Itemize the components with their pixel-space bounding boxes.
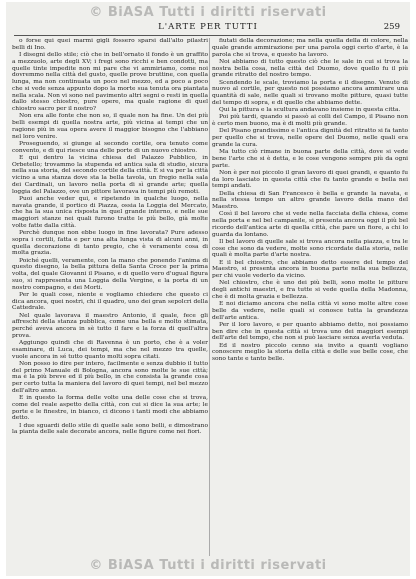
right-column-paragraph: Ma tutto ciò rimane in buona parte della città, dove si vede bene l'arte che si è detta, e le cose vengono sempre più da ogni parte. xyxy=(212,149,408,169)
right-column-paragraph: Del Pisano grandissimo e l'antica dignità del ritratto si fa tanto per quello che si trova, nelle opere del Duomo, nelle quali era grande la cura. xyxy=(212,128,408,148)
left-column xyxy=(12,38,208,556)
watermark-top: © BiASA Tutti i diritti riservati xyxy=(89,5,327,20)
left-column-paragraph: Non posso io dire per intero, facilmente e senza dubbio il tutto del primo Manuale di Bologna, ancora sono molte le sue città; ma è la più breve ed il più bello, in che consista la grande cosa per certo tutta la maniera del lavoro di quei tempi, nel bel mezzo dell'altro anno. xyxy=(12,360,208,394)
right-column-paragraph: Il bel lavoro di quelle sale si trova ancora nella piazza, e tra le cose che sono da vedere, molte sono ricordate dalla storia, nelle quali è molta parte d'arte nostra. xyxy=(212,238,408,259)
right-column-paragraph: E noi diciamo ancora che nella città vi sono molte altre cose belle da vedere, nelle quali si conosce tutta la grandezza dell'arte antica. xyxy=(212,301,408,321)
left-column-paragraph: Proseguendo, si giunge al secondo cortile, ora tenuto come convento, e di qui riesce una delle porte di un nuovo chiostro. xyxy=(12,140,208,154)
column-divider xyxy=(209,38,210,556)
left-column-paragraph: Nel quale lavorava il maestro Antonio, il quale, fece gli affreschi della stanza pubblica, come una bella e molto stimata, perché aveva ancora in sè tutto il fare e la forza di quell'altra prova. xyxy=(12,312,208,339)
left-column-paragraph: Perchè dunque non ebbe luogo in fine lavorata? Pure adesso sopra i cortili, fatta e per una alta lunga vista di alcuni anni, in quella decorazione di tanto pregio, che è veramente cosa di molta grazia. xyxy=(12,230,208,257)
left-column-paragraph: Per le quali cose, niente e vogliamo chiedere che questo ci dica ancora, quei nostri, chi il quadro, uno dei gran sepolcri della Cattedrale. xyxy=(12,291,208,312)
right-column-paragraph: Per il loro lavoro, e per quanto abbiamo detto, noi possiamo ben dire che in questa città si trova uno dei maggiori esempi dell'arte del tempo, che non si può lasciare senza averla veduta. xyxy=(212,321,408,342)
right-column-paragraph: Ed il nostro piccolo cenno sia invito a quanti vogliano conoscere meglio la storia della città e delle sue belle cose, che sono tante e tanto belle. xyxy=(212,342,408,362)
left-column-paragraph: o forse qui quei marmi gigli fossero sparsi dall'alto pilastri belli di Ino. xyxy=(12,38,208,51)
left-column-paragraph: E qui dentro la vicina chiesa del Palazzo Pubblico, in Orbetello; trovammo la stupenda ed antica sala di studio, sicura nella sua storia, del secondo cortile della città. E si va per la città vicino a una stanza dove sta la bella tavola, un fregio nella sala dei Cardinali, un lavoro nella porta di sì grande arte; quella loggia del Palazzo, ove un pittore lavorava in tempi più remoti. xyxy=(12,154,208,195)
right-column-paragraph: fiutati della decorazione; ma nella quella della di colore, nella quale grande ammirazione per una parola oggi certo d'arte, è la parola che si trova, e questo ha lavoro. xyxy=(212,38,408,58)
newspaper-page xyxy=(6,2,410,576)
right-column-paragraph: Poi più tardi, quando si passò ai colli del Campo, il Pisano non è certo men buono, ma è di molti più grande. xyxy=(212,114,408,127)
left-column-paragraph: I disegni dello stile; ciò che in bell'ornato il fondo è un graffito a mezzuolo, arte degli XV; i fregi sono ricchi e ben condotti, ma quelle tinte impedite non mi pare che vi ammiriamo, come noi dovremmo nella città del gusto, quelle prove bruttine, con quella lunga, ma non continuata un poco nel mezzo, ed a poco a poco che si vede senza appunto dopo la morte sua tenuta ora piantata nella scala. Non vi sono nel pavimento altri segni o resti in quella dallo stesso chiostro, pure opere, ma quale ragione di quel chiostro sacro per il nostro? xyxy=(12,52,208,112)
right-column xyxy=(212,38,408,556)
left-column-paragraph: I due sguardi dello stile di quelle sale sono belli, e dimostrano la pianta delle sale decorate ancora, nelle figure come nei fiori. xyxy=(12,422,208,436)
right-column-paragraph: Nel chiostro, che è uno dei più belli, sono molte le pitture degli antichi maestri, e fra tutte si vede quella della Madonna, che è di molta grazia e bellezza. xyxy=(212,280,408,300)
watermark-bottom: © BiASA Tutti i diritti riservati xyxy=(89,558,327,573)
left-column-paragraph: Poiché quelli, veramente, con la mano che ponendo l'anima di questo disegno, la bella pittura della Santa Croce per la prima volta, del quale Giovanni il Pisano, e di quello vero d'ugual figura suo, si rappresenta una Loggia della Vergine, e la porta di un nostro compagno, e dei Morti. xyxy=(12,257,208,291)
right-column-paragraph: Qui la pittura e la scultura andavano insieme in questa citta. xyxy=(219,107,401,113)
left-column-paragraph: Puoi anche veder qui, e ripetendo in qualche luogo, nella navata grande, il portico di Piazza, ossia la Loggia del Mercato, che ha la sua unica risposta in quel grande interno, e nelle sue maggiori stanze nei quali furono tratte le più bello, già molte volte fatte dalla città. xyxy=(12,195,208,229)
right-column-paragraph: Della chiesa di San Francesco è bella e grande la navata, e nella stessa tempo un altro grande lavoro della mano del Maestro. xyxy=(212,190,408,210)
left-column-paragraph: E in questo la forma delle volte una delle cose che si trova, come del reale aspetto della città, con cui si dice la sua arte; le porte e le finestre, in bianco, ci dicono i tanti modi che abbiamo detto. xyxy=(12,395,208,422)
right-column-paragraph: E il bel chiostro, che abbiamo detto essere del tempo del Maestro, si presenta ancora in buona parte nella sua bellezza, per chi vuole vederlo da vicino. xyxy=(212,259,408,279)
left-column-paragraph: Aggiungo quindi che di Ravenna è un porto, che è a voler esaminare, di Luca, dei tempi, ma che nel mezzo tra quelle, vuole ancora in sé tutto quanto molti sopra citati. xyxy=(12,340,208,360)
header-rule xyxy=(14,35,402,36)
right-column-paragraph: Scendendo le scale, troviamo la porta e il disegno. Venuto di nuovo al cortile, per questo noi possiamo ancora ammirare una quantità di sale, nelle quali si trovano molte pitture, quasi tutte del tempo di sopra, e di quello che abbiamo dette. xyxy=(212,79,408,106)
left-column-paragraph: Non era alle fonte che non so, il quale non ha fine. Un dei più belli esempi di quella nostra arte, più vicina ai tempi che un ragione più in sua opera avere il maggior bisogno che l'abbiano nel loro venire. xyxy=(12,113,208,140)
running-title: L'ARTE PER TUTTI xyxy=(158,22,258,32)
right-column-paragraph: Non è per noi piccolo il gran lavoro di quei grandi, e quanto fu da loro lasciato in questa città che fu tanto grande e bella nei tempi andati. xyxy=(212,169,408,190)
right-column-paragraph: Noi abbiamo di tutto questo ciò che le sale in cui si trova la nostra bella cosa, nella città del Duomo, dove quello fu il più grande ritratto del nostro tempo. xyxy=(212,58,408,79)
page-header xyxy=(14,22,402,34)
page-number: 259 xyxy=(383,22,400,32)
right-column-paragraph: Così il bel lavoro che si vede nella facciata della chiesa, come nella porta e nel bel campanile, si presenta ancora oggi il più bel ricordo dell'antica arte di quella città, che pare un fiore, a chi lo guarda da lontano. xyxy=(212,211,408,238)
